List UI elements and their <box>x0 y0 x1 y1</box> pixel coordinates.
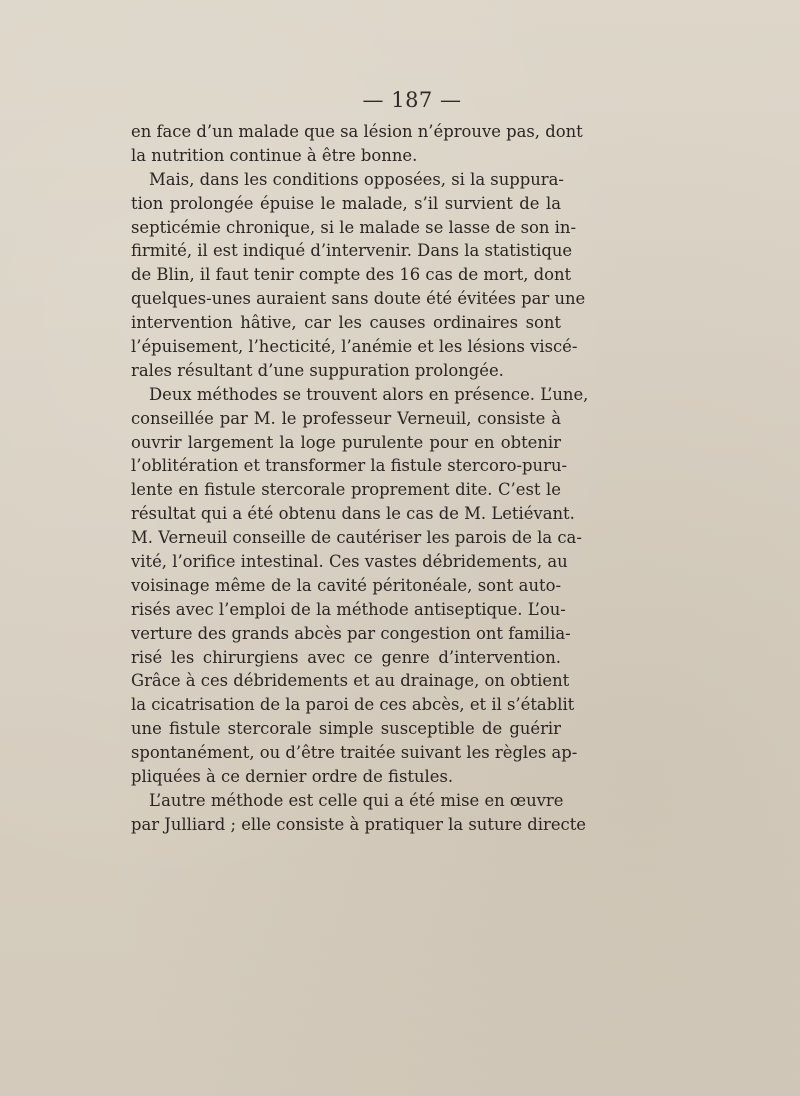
text-line: la nutrition continue à être bonne. <box>131 145 418 165</box>
text-line: par Julliard ; elle consiste à pratiquer la suture directe <box>131 814 586 834</box>
text-line: Deux méthodes se trouvent alors en présence. L’une, <box>149 384 589 404</box>
text-line: voisinage même de la cavité péritonéale, sont auto- <box>131 575 561 595</box>
text-line: spontanément, ou d’être traitée suivant les règles ap- <box>131 743 578 763</box>
text-line: vité, l’orifice intestinal. Ces vastes débridements, au <box>131 552 568 572</box>
text-line: tion prolongée épuise le malade, s’il survient de la <box>131 193 561 213</box>
text-line: conseillée par M. le professeur Verneuil, consiste à <box>131 408 561 428</box>
text-line: lente en fistule stercorale proprement dite. C’est le <box>131 480 561 500</box>
text-line: risé les chirurgiens avec ce genre d’intervention. <box>131 647 561 667</box>
text-line: Mais, dans les conditions opposées, si la suppura- <box>149 169 564 189</box>
page-number: — 187 — <box>362 88 462 112</box>
text-line: la cicatrisation de la paroi de ces abcès, et il s’établit <box>131 695 575 715</box>
text-line: L’autre méthode est celle qui a été mise en œuvre <box>149 790 564 810</box>
text-line: Grâce à ces débridements et au drainage, on obtient <box>131 671 570 691</box>
body-text <box>131 120 589 837</box>
text-line: rales résultant d’une suppuration prolongée. <box>131 360 504 380</box>
text-line: firmité, il est indiqué d’intervenir. Dans la statistique <box>131 241 573 261</box>
text-line: risés avec l’emploi de la méthode antiseptique. L’ou- <box>131 599 566 619</box>
text-line: verture des grands abcès par congestion ont familia- <box>131 623 571 643</box>
text-line: une fistule stercorale simple susceptible de guérir <box>131 719 561 739</box>
text-line: M. Verneuil conseille de cautériser les parois de la ca- <box>131 528 582 548</box>
text-line: de Blin, il faut tenir compte des 16 cas de mort, dont <box>131 265 572 285</box>
text-line: quelques-unes auraient sans doute été évitées par une <box>131 289 586 309</box>
text-line: l’oblitération et transformer la fistule stercoro-puru- <box>131 456 568 476</box>
text-line: septicémie chronique, si le malade se lasse de son in- <box>131 217 577 237</box>
text-line: intervention hâtive, car les causes ordinaires sont <box>131 313 561 333</box>
text-line: en face d’un malade que sa lésion n’éprouve pas, dont <box>131 122 583 141</box>
text-line: résultat qui a été obtenu dans le cas de M. Letiévant. <box>131 504 575 524</box>
text-line: ouvrir largement la loge purulente pour en obtenir <box>131 432 561 452</box>
text-line: l’épuisement, l’hecticité, l’anémie et les lésions viscé- <box>131 337 578 357</box>
text-line: pliquées à ce dernier ordre de fistules. <box>131 767 454 787</box>
